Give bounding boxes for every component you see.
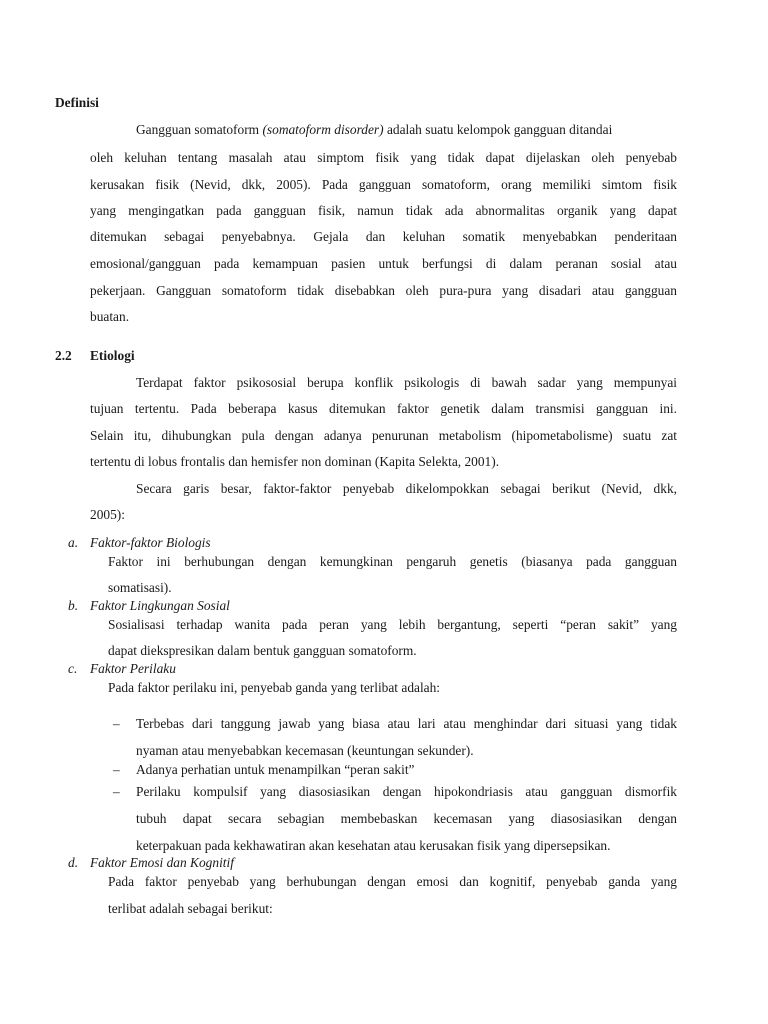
item-marker-a: a. — [68, 535, 79, 550]
bullet-3-line-2: tubuh dapat secara sebagian membebaskan kecemasan yang diasosiasikan dengan — [136, 811, 677, 826]
bullet-1-line-2: nyaman atau menyebabkan kecemasan (keuntungan sekunder). — [136, 743, 474, 758]
etiologi-line-4: tertentu di lobus frontalis dan hemisfer non dominan (Kapita Selekta, 2001). — [90, 454, 500, 469]
item-marker-d: d. — [68, 855, 79, 870]
definisi-line-8: buatan. — [90, 309, 130, 324]
definisi-line-3: kerusakan fisik (Nevid, dkk, 2005). Pada gangguan somatoform, orang memiliki simtom fisik — [90, 177, 677, 192]
etiologi-line-3: Selain itu, dihubungkan pula dengan adanya penurunan metabolism (hipometabolisme) suatu zat — [90, 428, 677, 443]
bullet-3-line-3: keterpakuan pada kekhawatiran akan kesehatan atau kerusakan fisik yang dipersepsikan. — [136, 838, 611, 853]
item-b-line-2: dapat diekspresikan dalam bentuk gangguan somatoform. — [108, 643, 417, 658]
italic-term: (somatoform disorder) — [262, 122, 384, 137]
item-title-perilaku: Faktor Perilaku — [90, 661, 176, 676]
item-d-line-2: terlibat adalah sebagai berikut: — [108, 901, 273, 916]
definisi-line-7: pekerjaan. Gangguan somatoform tidak disebabkan oleh pura-pura yang disadari atau gangguan — [90, 283, 677, 298]
item-b-line-1: Sosialisasi terhadap wanita pada peran yang lebih bergantung, seperti “peran sakit” yang — [108, 617, 677, 632]
etiologi-p2-line-1: Secara garis besar, faktor-faktor penyebab dikelompokkan sebagai berikut (Nevid, dkk, — [136, 481, 677, 496]
bullet-1-line-1: Terbebas dari tanggung jawab yang biasa atau lari atau menghindar dari situasi yang tidak — [136, 716, 677, 731]
item-a-line-2: somatisasi). — [108, 580, 172, 595]
section-heading-etiologi: Etiologi — [90, 348, 135, 363]
section-number: 2.2 — [55, 348, 72, 363]
item-c-line-1: Pada faktor perilaku ini, penyebab ganda yang terlibat adalah: — [108, 680, 441, 695]
definisi-line-4: yang mengingatkan pada gangguan fisik, namun tidak ada abnormalitas organik yang dapat — [90, 203, 677, 218]
etiologi-line-2: tujuan tertentu. Pada beberapa kasus ditemukan faktor genetik dalam transmisi gangguan ini. — [90, 401, 677, 416]
etiologi-p2-line-2: 2005): — [90, 507, 125, 522]
item-d-line-1: Pada faktor penyebab yang berhubungan dengan emosi dan kognitif, penyebab ganda yang — [108, 874, 677, 889]
definisi-line-5: ditemukan sebagai penyebabnya. Gejala dan keluhan somatik menyebabkan penderitaan — [90, 229, 677, 244]
dash-bullet: – — [113, 784, 120, 799]
bullet-3-line-1: Perilaku kompulsif yang diasosiasikan dengan hipokondriasis atau gangguan dismorfik — [136, 784, 677, 799]
item-title-biologis: Faktor-faktor Biologis — [90, 535, 211, 550]
item-a-line-1: Faktor ini berhubungan dengan kemungkinan pengaruh genetis (biasanya pada gangguan — [108, 554, 677, 569]
section-heading-definisi: Definisi — [55, 95, 99, 110]
definisi-line-2: oleh keluhan tentang masalah atau simptom fisik yang tidak dapat dijelaskan oleh penyebab — [90, 150, 677, 165]
dash-bullet: – — [113, 762, 120, 777]
item-marker-c: c. — [68, 661, 78, 676]
bullet-2-line-1: Adanya perhatian untuk menampilkan “peran sakit” — [136, 762, 415, 777]
item-marker-b: b. — [68, 598, 79, 613]
definisi-line-6: emosional/gangguan pada kemampuan pasien untuk berfungsi di dalam peranan sosial atau — [90, 256, 677, 271]
item-title-emosi-kognitif: Faktor Emosi dan Kognitif — [90, 855, 234, 870]
dash-bullet: – — [113, 716, 120, 731]
definisi-line-1 — [136, 122, 612, 138]
text: adalah suatu kelompok gangguan ditandai — [383, 122, 613, 137]
item-title-lingkungan-sosial: Faktor Lingkungan Sosial — [90, 598, 230, 613]
text: Gangguan somatoform — [136, 122, 263, 137]
etiologi-line-1: Terdapat faktor psikososial berupa konflik psikologis di bawah sadar yang mempunyai — [136, 375, 677, 390]
